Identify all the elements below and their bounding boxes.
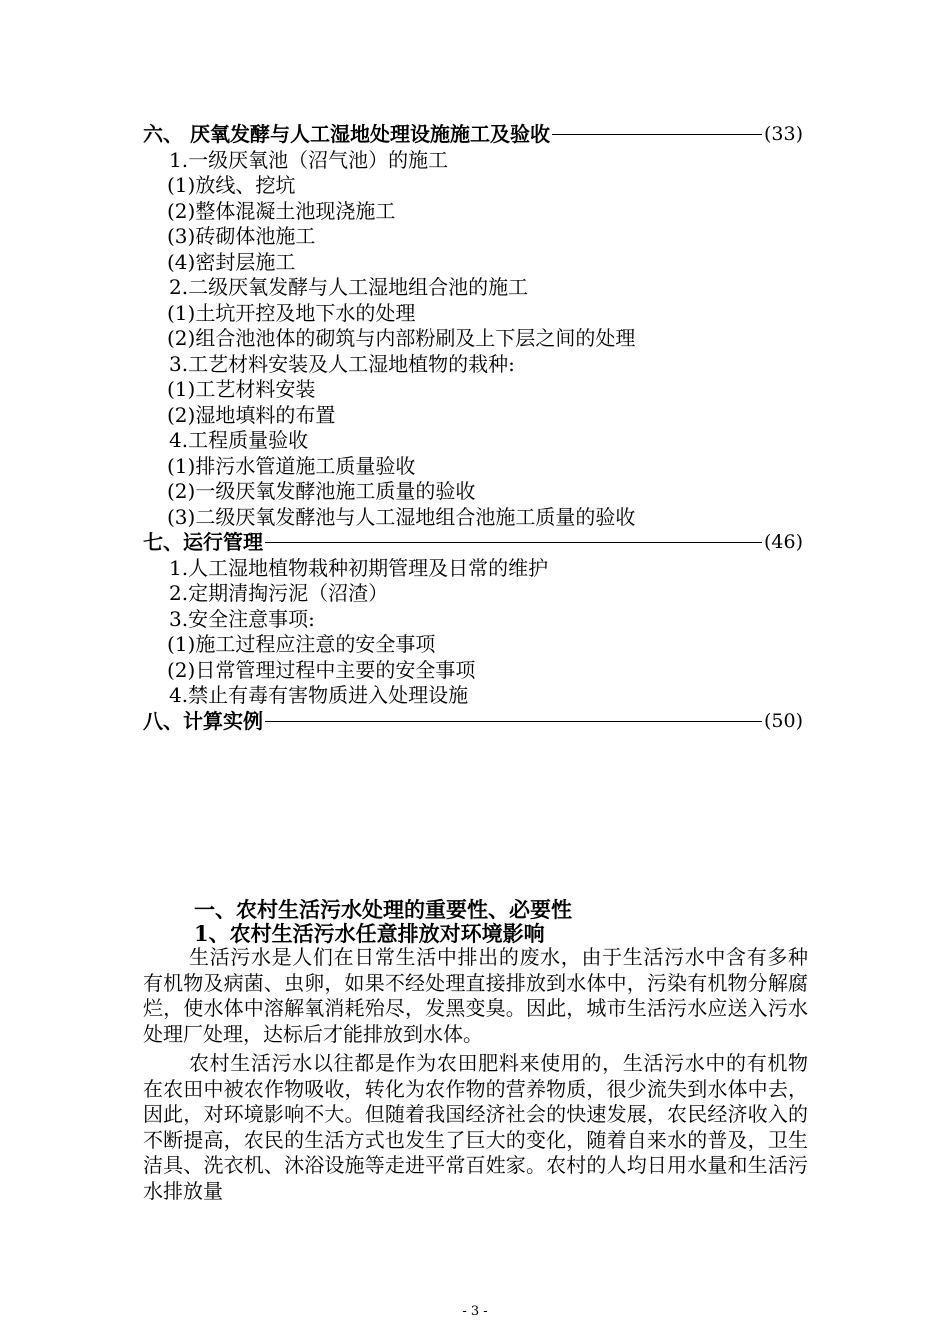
toc-item xyxy=(143,556,803,582)
toc-subitem xyxy=(143,454,803,480)
toc-subitem xyxy=(143,403,803,429)
toc-title: 3.安全注意事项: xyxy=(169,606,315,631)
toc-item xyxy=(143,148,803,174)
toc-title: (2)湿地填料的布置 xyxy=(167,402,336,427)
toc-subitem xyxy=(143,326,803,352)
toc-item xyxy=(143,683,803,709)
toc-title: 1.一级厌氧池（沼气池）的施工 xyxy=(169,147,449,172)
toc-leader-line xyxy=(265,542,762,543)
toc-subitem xyxy=(143,301,803,327)
toc-title: 八、计算实例 xyxy=(143,708,263,733)
toc-leader-line xyxy=(265,721,762,722)
toc-title: (1)排污水管道施工质量验收 xyxy=(167,453,416,478)
toc-section xyxy=(143,709,803,735)
toc-title: (3)砖砌体池施工 xyxy=(167,224,316,249)
toc-subitem xyxy=(143,250,803,276)
toc-subitem xyxy=(143,199,803,225)
toc-title: (1)工艺材料安装 xyxy=(167,377,316,402)
toc-title: (2)一级厌氧发酵池施工质量的验收 xyxy=(167,479,476,504)
toc-leader-line xyxy=(552,134,762,135)
toc-item xyxy=(143,275,803,301)
toc-page-number: (33) xyxy=(763,123,803,146)
toc-title: (2)组合池池体的砌筑与内部粉刷及上下层之间的处理 xyxy=(167,326,636,351)
toc-title: (2)日常管理过程中主要的安全事项 xyxy=(167,657,476,682)
toc-subitem xyxy=(143,377,803,403)
toc-title: 六、 厌氧发酵与人工湿地处理设施施工及验收 xyxy=(143,122,550,147)
toc-title: 4.禁止有毒有害物质进入处理设施 xyxy=(169,683,469,708)
section-heading: 一、农村生活污水处理的重要性、必要性 xyxy=(194,897,572,922)
paragraph: 生活污水是人们在日常生活中排出的废水，由于生活污水中含有多种有机物及病菌、虫卵，如果不经处理直接排放到水体中，污染有机物分解腐烂，使水体中溶解氧消耗殆尽，发黑变臭。因此，城市生活污水应送入污水处理厂处理，达标后才能排放到水体。 xyxy=(143,945,808,1046)
body-text xyxy=(143,945,808,1204)
toc-title: 4.工程质量验收 xyxy=(169,428,309,453)
toc-item xyxy=(143,581,803,607)
paragraph: 农村生活污水以往都是作为农田肥料来使用的，生活污水中的有机物在农田中被农作物吸收，转化为农作物的营养物质，很少流失到水体中去，因此，对环境影响不大。但随着我国经济社会的快速发展，农民经济收入的不断提高，农民的生活方式也发生了巨大的变化，随着自来水的普及，卫生洁具、洗衣机、沐浴设施等走进平常百姓家。农村的人均日用水量和生活污水排放量 xyxy=(143,1051,808,1203)
toc-item xyxy=(143,428,803,454)
toc-title: (4)密封层施工 xyxy=(167,249,296,274)
toc-subitem xyxy=(143,632,803,658)
toc-page-number: (50) xyxy=(763,709,803,732)
toc-title: 七、运行管理 xyxy=(143,530,263,555)
toc-title: (1)施工过程应注意的安全事项 xyxy=(167,632,436,657)
toc-section xyxy=(143,122,803,148)
table-of-contents xyxy=(143,122,803,734)
toc-item xyxy=(143,607,803,633)
toc-section xyxy=(143,530,803,556)
toc-subitem xyxy=(143,505,803,531)
toc-subitem xyxy=(143,224,803,250)
toc-subitem xyxy=(143,658,803,684)
toc-item xyxy=(143,352,803,378)
subsection-heading: 1、农村生活污水任意排放对环境影响 xyxy=(194,921,545,946)
toc-title: (3)二级厌氧发酵池与人工湿地组合池施工质量的验收 xyxy=(167,504,636,529)
toc-title: 2.定期清掏污泥（沼渣） xyxy=(169,581,389,606)
toc-title: 3.工艺材料安装及人工湿地植物的栽种: xyxy=(169,351,515,376)
toc-title: 1.人工湿地植物栽种初期管理及日常的维护 xyxy=(169,555,549,580)
toc-page-number: (46) xyxy=(763,531,803,554)
toc-subitem xyxy=(143,479,803,505)
page-number: - 3 - xyxy=(462,1304,488,1319)
toc-title: (2)整体混凝土池现浇施工 xyxy=(167,198,396,223)
toc-subitem xyxy=(143,173,803,199)
toc-title: (1)放线、挖坑 xyxy=(167,173,296,198)
toc-title: (1)土坑开控及地下水的处理 xyxy=(167,300,416,325)
toc-title: 2.二级厌氧发酵与人工湿地组合池的施工 xyxy=(169,275,529,300)
